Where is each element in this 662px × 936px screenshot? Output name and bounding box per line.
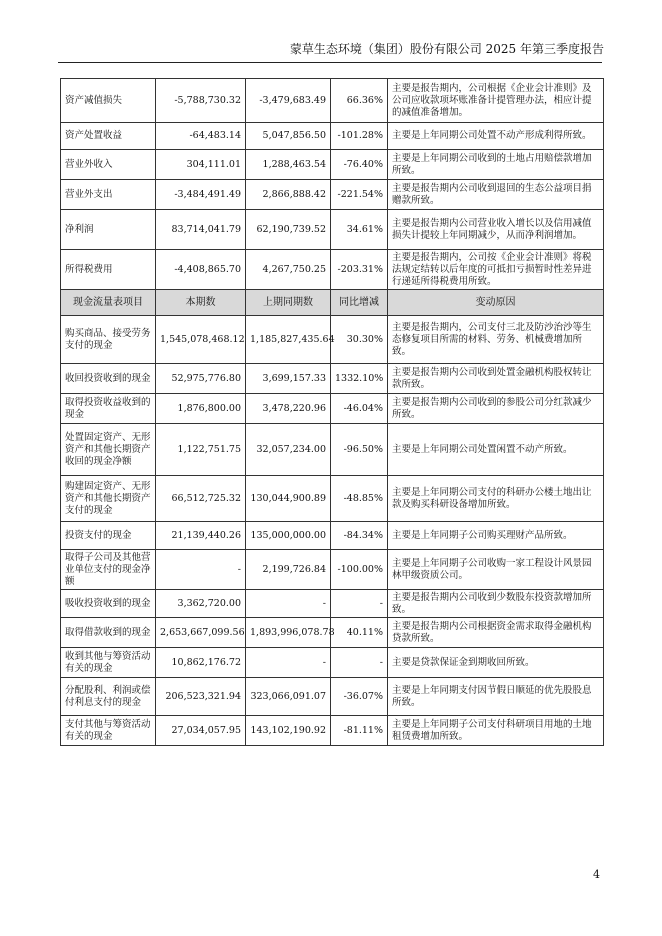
row-item-cell: 取得投资收益收到的现金 bbox=[61, 394, 156, 424]
header-current: 本期数 bbox=[156, 290, 246, 316]
row-current-cell: 83,714,041.79 bbox=[156, 210, 246, 250]
row-current-cell: 52,975,776.80 bbox=[156, 364, 246, 394]
row-item-cell: 营业外收入 bbox=[61, 150, 156, 180]
row-item-cell: 营业外支出 bbox=[61, 180, 156, 210]
row-prior-cell: 2,199,726.84 bbox=[246, 550, 331, 590]
row-item-cell: 收回投资收到的现金 bbox=[61, 364, 156, 394]
row-reason-cell: 主要是上年同期公司支付的科研办公楼土地出让款及购买科研设备增加所致。 bbox=[388, 476, 604, 522]
header-change: 同比增减 bbox=[331, 290, 388, 316]
row-item-cell: 分配股利、利润或偿付利息支付的现金 bbox=[61, 678, 156, 716]
header-prior: 上期同期数 bbox=[246, 290, 331, 316]
table-row bbox=[61, 123, 604, 150]
row-reason-cell: 主要是报告期内公司收到少数股东投资款增加所致。 bbox=[388, 590, 604, 618]
table-row bbox=[61, 210, 604, 250]
row-reason-cell: 主要是报告期内，公司支付三北及防沙治沙等生态修复项目所需的材料、劳务、机械费增加所致。 bbox=[388, 316, 604, 364]
row-reason-cell: 主要是上年同期支付因节假日顺延的优先股股息所致。 bbox=[388, 678, 604, 716]
row-prior-cell: 5,047,856.50 bbox=[246, 123, 331, 150]
table-row bbox=[61, 150, 604, 180]
row-change-cell: 66.36% bbox=[331, 79, 388, 123]
financial-change-table bbox=[60, 78, 604, 746]
row-prior-cell: 135,000,000.00 bbox=[246, 522, 331, 550]
header-item: 现金流量表项目 bbox=[61, 290, 156, 316]
table-row bbox=[61, 180, 604, 210]
row-item-cell: 取得借款收到的现金 bbox=[61, 618, 156, 648]
row-current-cell: -5,788,730.32 bbox=[156, 79, 246, 123]
row-reason-cell: 主要是报告期内公司收到退回的生态公益项目捐赠款所致。 bbox=[388, 180, 604, 210]
table-row bbox=[61, 716, 604, 746]
row-current-cell: 1,122,751.75 bbox=[156, 424, 246, 476]
row-change-cell: -221.54% bbox=[331, 180, 388, 210]
row-change-cell: 34.61% bbox=[331, 210, 388, 250]
row-change-cell: -96.50% bbox=[331, 424, 388, 476]
row-change-cell: 40.11% bbox=[331, 618, 388, 648]
page-number: 4 bbox=[593, 868, 600, 881]
row-prior-cell: 130,044,900.89 bbox=[246, 476, 331, 522]
row-current-cell: 2,653,667,099.56 bbox=[156, 618, 246, 648]
row-current-cell: 1,876,800.00 bbox=[156, 394, 246, 424]
row-reason-cell: 主要是报告期内，公司按《企业会计准则》将税法规定结转以后年度的可抵扣亏损暂时性差异进行递延所得税费用所致。 bbox=[388, 250, 604, 290]
table-row bbox=[61, 394, 604, 424]
row-item-cell: 吸收投资收到的现金 bbox=[61, 590, 156, 618]
table-row bbox=[61, 648, 604, 678]
table-row bbox=[61, 364, 604, 394]
row-current-cell: 27,034,057.95 bbox=[156, 716, 246, 746]
row-prior-cell: 1,893,996,078.78 bbox=[246, 618, 331, 648]
row-change-cell: -100.00% bbox=[331, 550, 388, 590]
row-reason-cell: 主要是报告期内公司根据资金需求取得金融机构贷款所致。 bbox=[388, 618, 604, 648]
row-current-cell: -3,484,491.49 bbox=[156, 180, 246, 210]
row-prior-cell: 2,866,888.42 bbox=[246, 180, 331, 210]
cashflow-statement-section bbox=[61, 316, 604, 746]
row-reason-cell: 主要是上年同期公司处置闲置不动产所致。 bbox=[388, 424, 604, 476]
header-divider bbox=[58, 62, 602, 63]
row-change-cell: -46.04% bbox=[331, 394, 388, 424]
row-reason-cell: 主要是上年同期子公司购买理财产品所致。 bbox=[388, 522, 604, 550]
row-item-cell: 资产处置收益 bbox=[61, 123, 156, 150]
table-row bbox=[61, 316, 604, 364]
row-prior-cell: - bbox=[246, 648, 331, 678]
table-row bbox=[61, 424, 604, 476]
row-prior-cell: 3,478,220.96 bbox=[246, 394, 331, 424]
row-reason-cell: 主要是上年同期公司处置不动产形成利得所致。 bbox=[388, 123, 604, 150]
row-item-cell: 处置固定资产、无形资产和其他长期资产收回的现金净额 bbox=[61, 424, 156, 476]
row-prior-cell: 3,699,157.33 bbox=[246, 364, 331, 394]
row-change-cell: -36.07% bbox=[331, 678, 388, 716]
row-prior-cell: 323,066,091.07 bbox=[246, 678, 331, 716]
table-row bbox=[61, 590, 604, 618]
row-item-cell: 资产减值损失 bbox=[61, 79, 156, 123]
table-row bbox=[61, 522, 604, 550]
row-current-cell: 304,111.01 bbox=[156, 150, 246, 180]
row-reason-cell: 主要是报告期内公司收到处置金融机构股权转让款所致。 bbox=[388, 364, 604, 394]
row-item-cell: 购建固定资产、无形资产和其他长期资产支付的现金 bbox=[61, 476, 156, 522]
row-change-cell: -48.85% bbox=[331, 476, 388, 522]
income-statement-section bbox=[61, 79, 604, 290]
row-prior-cell: 1,185,827,435.64 bbox=[246, 316, 331, 364]
table-row bbox=[61, 79, 604, 123]
report-header-title: 蒙草生态环境（集团）股份有限公司 2025 年第三季度报告 bbox=[289, 42, 604, 56]
table-row bbox=[61, 678, 604, 716]
row-prior-cell: -3,479,683.49 bbox=[246, 79, 331, 123]
table-row bbox=[61, 476, 604, 522]
row-change-cell: -101.28% bbox=[331, 123, 388, 150]
row-reason-cell: 主要是报告期内，公司根据《企业会计准则》及公司应收款项坏账准备计提管理办法，相应计提的减值准备增加。 bbox=[388, 79, 604, 123]
row-current-cell: 21,139,440.26 bbox=[156, 522, 246, 550]
row-current-cell: -4,408,865.70 bbox=[156, 250, 246, 290]
row-change-cell: - bbox=[331, 590, 388, 618]
row-current-cell: 10,862,176.72 bbox=[156, 648, 246, 678]
row-prior-cell: 32,057,234.00 bbox=[246, 424, 331, 476]
row-reason-cell: 主要是报告期内公司营业收入增长以及信用减值损失计提较上年同期减少，从而净利润增加。 bbox=[388, 210, 604, 250]
row-prior-cell: 1,288,463.54 bbox=[246, 150, 331, 180]
row-change-cell: -81.11% bbox=[331, 716, 388, 746]
row-reason-cell: 主要是贷款保证金到期收回所致。 bbox=[388, 648, 604, 678]
row-current-cell: - bbox=[156, 550, 246, 590]
row-reason-cell: 主要是报告期内公司收到的参股公司分红款减少所致。 bbox=[388, 394, 604, 424]
row-item-cell: 所得税费用 bbox=[61, 250, 156, 290]
table-row bbox=[61, 550, 604, 590]
row-current-cell: -64,483.14 bbox=[156, 123, 246, 150]
row-item-cell: 净利润 bbox=[61, 210, 156, 250]
cashflow-header-section bbox=[61, 290, 604, 316]
row-prior-cell: 62,190,739.52 bbox=[246, 210, 331, 250]
row-current-cell: 3,362,720.00 bbox=[156, 590, 246, 618]
row-prior-cell: - bbox=[246, 590, 331, 618]
row-item-cell: 购买商品、接受劳务支付的现金 bbox=[61, 316, 156, 364]
row-reason-cell: 主要是上年同期子公司支付科研项目用地的土地租赁费增加所致。 bbox=[388, 716, 604, 746]
row-current-cell: 206,523,321.94 bbox=[156, 678, 246, 716]
row-prior-cell: 143,102,190.92 bbox=[246, 716, 331, 746]
row-item-cell: 投资支付的现金 bbox=[61, 522, 156, 550]
row-change-cell: 30.30% bbox=[331, 316, 388, 364]
row-current-cell: 66,512,725.32 bbox=[156, 476, 246, 522]
header-reason: 变动原因 bbox=[388, 290, 604, 316]
row-reason-cell: 主要是上年同期子公司收购一家工程设计风景园林甲级资质公司。 bbox=[388, 550, 604, 590]
row-change-cell: -84.34% bbox=[331, 522, 388, 550]
row-item-cell: 取得子公司及其他营业单位支付的现金净额 bbox=[61, 550, 156, 590]
table-row bbox=[61, 618, 604, 648]
row-item-cell: 支付其他与筹资活动有关的现金 bbox=[61, 716, 156, 746]
row-change-cell: - bbox=[331, 648, 388, 678]
row-change-cell: -76.40% bbox=[331, 150, 388, 180]
cashflow-header-row bbox=[61, 290, 604, 316]
row-reason-cell: 主要是上年同期公司收到的土地占用赔偿款增加所致。 bbox=[388, 150, 604, 180]
row-change-cell: 1332.10% bbox=[331, 364, 388, 394]
row-item-cell: 收到其他与筹资活动有关的现金 bbox=[61, 648, 156, 678]
row-prior-cell: 4,267,750.25 bbox=[246, 250, 331, 290]
table-row bbox=[61, 250, 604, 290]
row-current-cell: 1,545,078,468.12 bbox=[156, 316, 246, 364]
row-change-cell: -203.31% bbox=[331, 250, 388, 290]
